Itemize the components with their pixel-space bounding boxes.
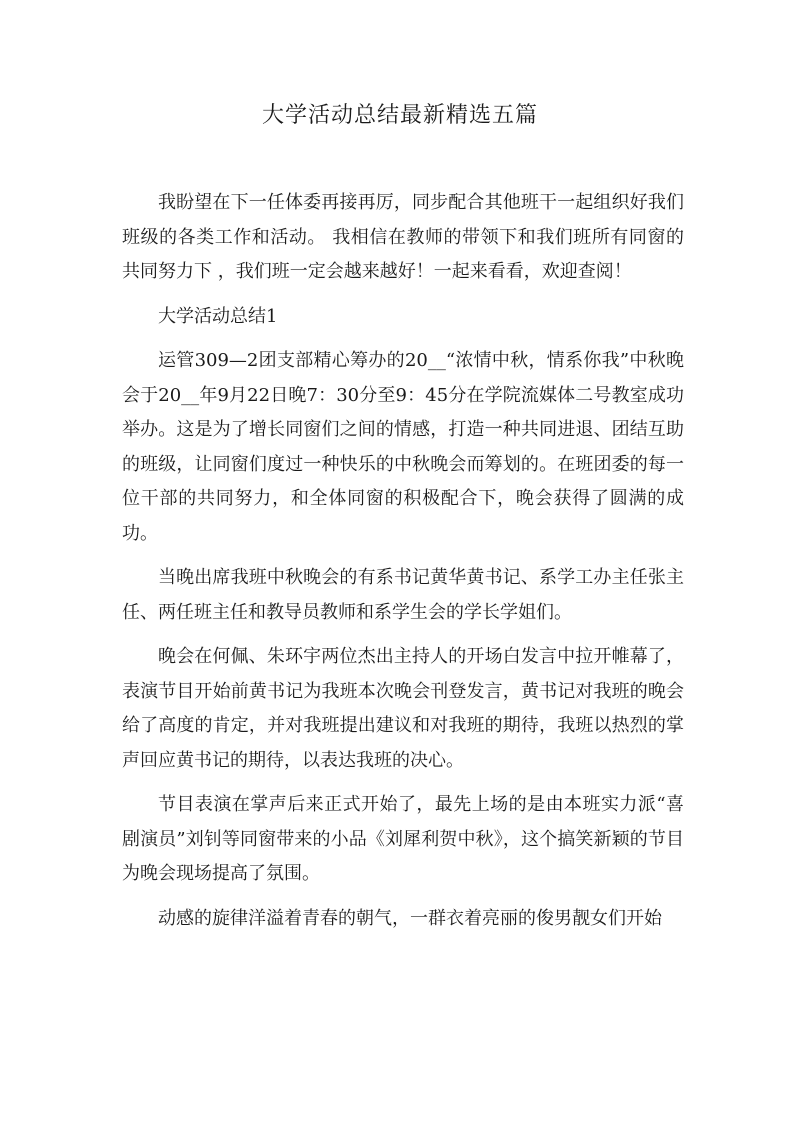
paragraph: 当晚出席我班中秋晚会的有系书记黄华黄书记、系学工办主任张主任、两任班主任和教导员教师和系学生会的学长学姐们。 bbox=[122, 567, 684, 623]
document-title: 大学活动总结最新精选五篇 bbox=[261, 103, 538, 128]
paragraph: 动感的旋律洋溢着青春的朝气，一群衣着亮丽的俊男靓女们开始 bbox=[158, 907, 662, 929]
section-heading: 大学活动总结1 bbox=[158, 305, 278, 327]
paragraph: 节目表演在掌声后来正式开始了，最先上场的是由本班实力派“喜剧演员”刘钊等同窗带来的小品《刘犀利贺中秋》，这个搞笑新颖的节目为晚会现场提高了氛围。 bbox=[122, 794, 684, 884]
paragraph: 运管309—2团支部精心筹办的20__“浓情中秋，情系你我”中秋晚会于20__年9月22日晚7：30分至9：45分在学院流媒体二号教室成功举办。这是为了增长同窗们之间的情感，打造一种共同进退、团结互助的班级，让同窗们度过一种快乐的中秋晚会而筹划的。在班团委的每一位干部的共同努力，和全体同窗的积极配合下，晚会获得了圆满的成功。 bbox=[122, 350, 684, 544]
document-body bbox=[122, 186, 684, 946]
paragraph: 晚会在何佩、朱环宇两位杰出主持人的开场白发言中拉开帷幕了，表演节目开始前黄书记为我班本次晚会刊登发言，黄书记对我班的晚会给了高度的肯定，并对我班提出建议和对我班的期待，我班以热烈的掌声回应黄书记的期待，以表达我班的决心。 bbox=[122, 646, 684, 771]
paragraph-intro: 我盼望在下一任体委再接再厉，同步配合其他班干一起组织好我们班级的各类工作和活动。 我相信在教师的带领下和我们班所有同窗的共同努力下 ，我们班一定会越来越好！一起来看看，欢迎查阅！ bbox=[122, 192, 684, 282]
